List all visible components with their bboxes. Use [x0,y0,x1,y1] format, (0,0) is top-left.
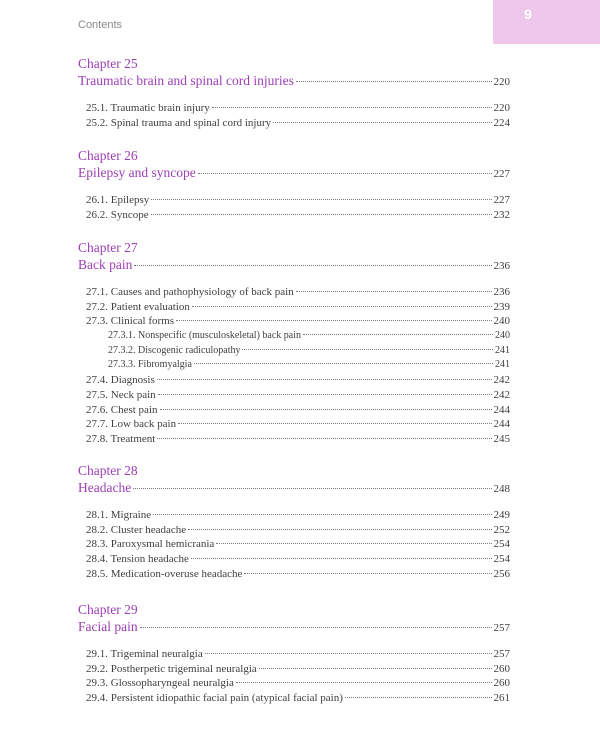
dot-leader [192,306,492,307]
toc-section-entry[interactable] [78,417,510,432]
toc-section-entry[interactable] [78,691,510,706]
toc-section-entry[interactable] [78,300,510,315]
running-header: Contents [78,19,123,31]
toc-entry-label: 29.4. Persistent idiopathic facial pain (atypical facial pain) [86,692,343,705]
dot-leader [157,438,491,439]
dot-leader [151,214,492,215]
toc-page-number: 220 [493,76,510,88]
dot-leader [194,363,493,364]
toc-page-number: 244 [493,403,510,416]
toc-section-entry[interactable] [78,537,510,552]
toc-entry-label: 28.4. Tension headache [86,553,189,566]
chapter-title-entry[interactable] [78,479,510,496]
toc-section-entry[interactable] [78,508,510,523]
toc-section-entry[interactable] [78,116,510,131]
toc-section-entry[interactable] [78,314,510,329]
toc-entry-label: 29.2. Postherpetic trigeminal neuralgia [86,662,257,675]
dot-leader [157,379,492,380]
toc-entry-label: 27.3.1. Nonspecific (musculoskeletal) back pain [108,330,301,342]
toc-entry-label: 27.2. Patient evaluation [86,300,190,313]
toc-entry-label: 28.5. Medication-overuse headache [86,567,243,580]
toc-entry-label: Epilepsy and syncope [78,165,196,180]
toc-entry-label: 26.1. Epilepsy [86,194,150,206]
chapter-block [78,148,510,222]
dot-leader [178,423,491,424]
toc-page-number: 248 [493,483,510,495]
toc-page-number: 240 [495,330,510,342]
chapter-number: Chapter 25 [78,56,138,71]
chapter-number: Chapter 26 [78,148,138,163]
toc-entry-label: 29.3. Glossopharyngeal neuralgia [86,677,234,690]
dot-leader [296,81,492,82]
toc-entry-label: 25.1. Traumatic brain injury [86,102,210,114]
toc-page-number: 249 [493,509,510,521]
chapter-block [78,56,510,130]
toc-page-number: 239 [493,300,510,313]
toc-page-number: 257 [493,622,510,634]
toc-entry-label: 27.3. Clinical forms [86,315,174,328]
toc-page-number: 224 [493,116,510,129]
chapter-title-entry[interactable] [78,618,510,635]
toc-subsection-entry[interactable] [78,358,510,373]
toc-entry-label: 27.3.2. Discogenic radiculopathy [108,344,241,356]
dot-leader [158,394,492,395]
dot-leader [160,409,492,410]
toc-section-entry[interactable] [78,208,510,223]
toc-page-number: 244 [493,418,510,431]
toc-page-number: 261 [493,692,510,705]
page-number: 9 [524,6,532,22]
toc-entry-label: 28.3. Paroxysmal hemicrania [86,538,215,551]
toc-section-entry[interactable] [78,403,510,418]
toc-page-number: 227 [493,168,510,180]
toc-page-number: 236 [493,260,510,272]
toc-section-entry[interactable] [78,676,510,691]
toc-section-entry[interactable] [78,432,510,447]
chapter-title-entry[interactable] [78,164,510,181]
toc-section-entry[interactable] [78,101,510,116]
toc-page-number: 254 [493,538,510,551]
dot-leader [176,320,492,321]
toc-page-number: 254 [493,553,510,566]
toc-page-number: 220 [493,102,510,114]
toc-entry-label: Facial pain [78,619,138,634]
toc-section-entry[interactable] [78,373,510,388]
toc-entry-label: 27.4. Diagnosis [86,374,155,387]
toc-entry-label: 27.6. Chest pain [86,403,158,416]
toc-page-number: 227 [493,194,510,206]
toc-entry-label: 26.2. Syncope [86,208,149,221]
dot-leader [191,558,492,559]
toc-entry-label: Traumatic brain and spinal cord injuries [78,73,294,88]
toc-subsection-entry[interactable] [78,329,510,344]
chapter-title-entry[interactable] [78,256,510,273]
toc-section-entry[interactable] [78,552,510,567]
dot-leader [212,107,492,108]
toc-section-entry[interactable] [78,193,510,208]
toc-entry-label: 27.3.3. Fibromyalgia [108,359,192,371]
chapter-number: Chapter 27 [78,240,138,255]
chapter-block [78,240,510,447]
toc-section-entry[interactable] [78,523,510,538]
dot-leader [259,668,492,669]
dot-leader [205,653,492,654]
toc-entry-label: 27.5. Neck pain [86,388,156,401]
toc-page-number: 241 [495,359,510,371]
dot-leader [236,682,492,683]
toc-section-entry[interactable] [78,388,510,403]
dot-leader [153,514,491,515]
toc-entry-label: 25.2. Spinal trauma and spinal cord injury [86,116,272,129]
dot-leader [244,573,491,574]
toc-page-number: 260 [493,677,510,690]
toc-page-number: 242 [493,374,510,387]
chapter-number: Chapter 29 [78,602,138,617]
chapter-block [78,602,510,706]
dot-leader [216,543,491,544]
chapter-number: Chapter 28 [78,463,138,478]
dot-leader [134,265,491,266]
toc-entry-label: 27.1. Causes and pathophysiology of back pain [86,286,294,298]
dot-leader [140,627,492,628]
toc-entry-label: 27.8. Treatment [86,432,156,445]
toc-page-number: 256 [493,567,510,580]
dot-leader [198,173,492,174]
dot-leader [133,488,491,489]
dot-leader [273,122,491,123]
toc-page-number: 257 [493,648,510,660]
dot-leader [188,529,491,530]
chapter-block [78,463,510,581]
dot-leader [242,349,493,350]
toc-section-entry[interactable] [78,285,510,300]
toc-page-number: 236 [493,286,510,298]
toc-entry-label: Back pain [78,257,133,272]
toc-entry-label: Headache [78,480,132,495]
dot-leader [303,334,493,335]
toc-page-number: 245 [493,432,510,445]
dot-leader [296,291,492,292]
toc-page-number: 232 [493,208,510,221]
toc-page-number: 242 [493,388,510,401]
toc-page-number: 260 [493,662,510,675]
toc-page-number: 241 [495,344,510,356]
toc-entry-label: 29.1. Trigeminal neuralgia [86,648,203,660]
chapter-title-entry[interactable] [78,72,510,89]
toc-entry-label: 27.7. Low back pain [86,418,177,431]
toc-page-number: 240 [493,315,510,328]
toc-page-number: 252 [493,523,510,536]
toc-entry-label: 28.1. Migraine [86,509,152,521]
dot-leader [151,199,491,200]
toc-section-entry[interactable] [78,567,510,582]
toc-section-entry[interactable] [78,662,510,677]
dot-leader [345,697,492,698]
toc-subsection-entry[interactable] [78,344,510,359]
toc-section-entry[interactable] [78,647,510,662]
toc-entry-label: 28.2. Cluster headache [86,523,187,536]
